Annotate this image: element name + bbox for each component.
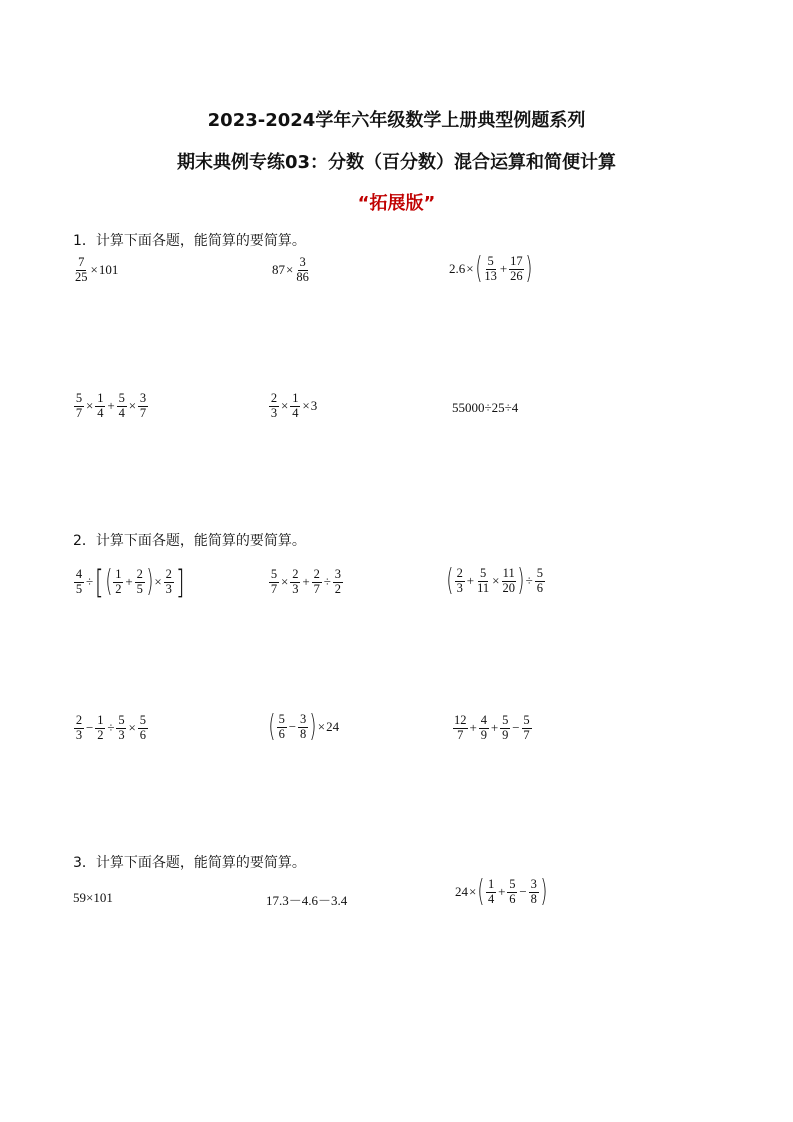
- expr-2-2: $\frac{5}{7}$ × $\frac{2}{3}$ + $\frac{2}{7}$ ÷ $\frac{3}{2}$: [270, 567, 341, 596]
- expr-1-5: $\frac{2}{3}$ × $\frac{1}{4}$ × 3: [270, 391, 318, 420]
- expr-3-1: 59×101: [73, 890, 113, 905]
- title-line-1: 2023-2024学年六年级数学上册典型例题系列: [207, 110, 586, 131]
- expr-1-6: 55000÷25÷4: [452, 400, 519, 415]
- fraction: $\frac{3}{86}$: [296, 255, 309, 284]
- expr-2-4: 2 3 − $\frac{1}{2}$ ÷ $\frac{5}{3}$ × $\frac{5}{6}$: [75, 713, 146, 742]
- expr-2-1: $\frac{4}{5}$ ÷ [ ( 1 2 + $\frac{2}{5}$ ) × $\frac{2}{3}$ ]: [75, 563, 185, 601]
- edition-label: “拓展版”: [357, 193, 436, 214]
- section-1-prompt: 1．计算下面各题，能简算的要简算。: [73, 233, 306, 249]
- expr-1-4: $\frac{5}{7}$ × $\frac{1}{4}$ + $\frac{5}{4}$ × $\frac{3}{7}$: [75, 391, 147, 420]
- section-3-prompt: 3．计算下面各题，能简算的要简算。: [73, 855, 306, 871]
- title-line-2: 期末典例专练03：分数（百分数）混合运算和简便计算: [176, 152, 617, 173]
- fraction: $\frac{7}{25}$: [75, 255, 88, 284]
- section-2-prompt: 2．计算下面各题，能简算的要简算。: [73, 533, 306, 549]
- expr-2-5: ( 5 6 − $\frac{3}{8}$ ) × 24: [268, 709, 340, 744]
- expr-1-2: 87 × $\frac{3}{86}$: [272, 255, 309, 284]
- expr-3-3: 24 × ( 1 4 + $\frac{5}{6}$ − $\frac{3}{8}$ ): [455, 874, 548, 909]
- expr-3-2: 17.3－4.6－3.4: [266, 893, 348, 908]
- expr-1-1: $\frac{7}{25}$ × 101: [75, 255, 119, 284]
- expr-2-3: ( 2 3 + $\frac{5}{11}$ × $\frac{11}{20}$ ) ÷ $\frac{5}{6}$: [446, 563, 543, 598]
- expr-2-6: 12 7 + $\frac{4}{9}$ + $\frac{5}{9}$ − $\frac{5}{7}$: [454, 713, 530, 742]
- expr-1-3: 2.6 × ( 5 13 + $\frac{17}{26}$ ): [449, 251, 533, 286]
